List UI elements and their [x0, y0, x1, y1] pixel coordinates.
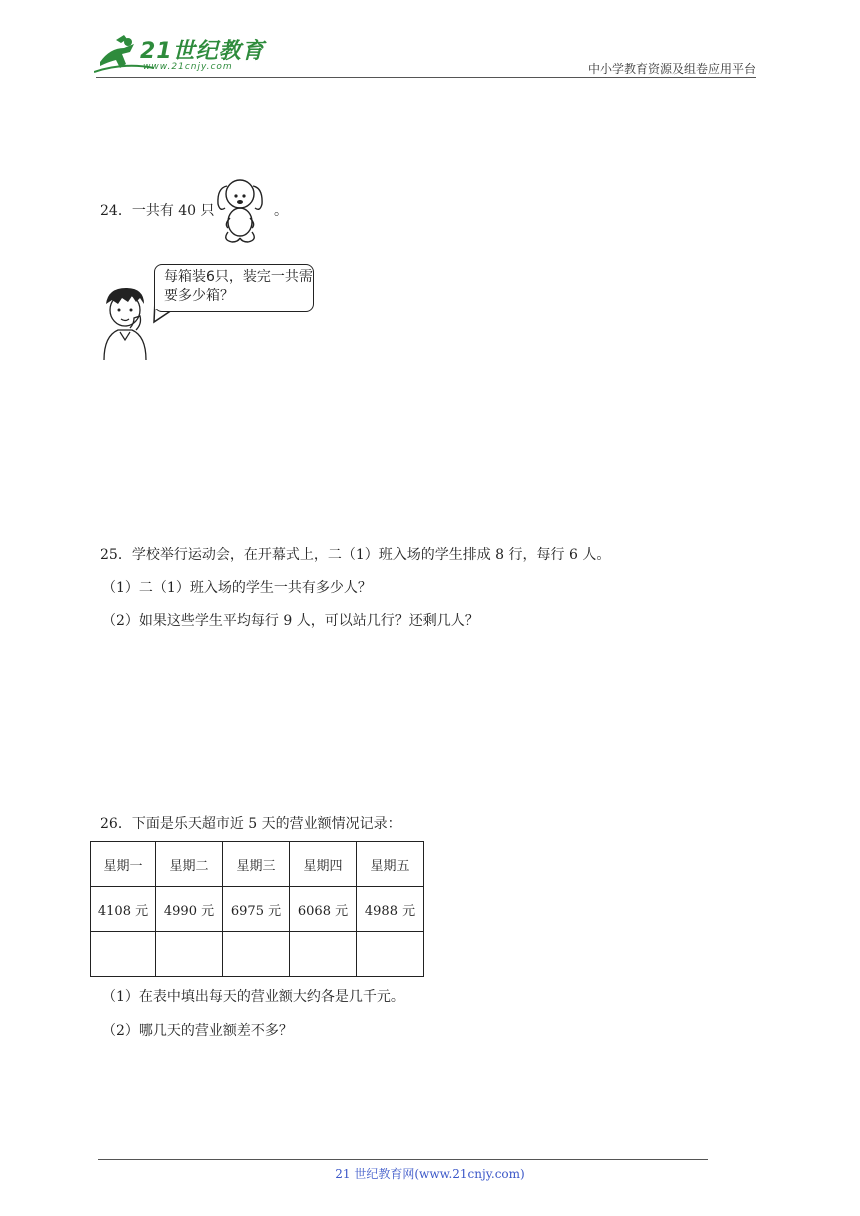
q25-part2: （2）如果这些学生平均每行 9 人，可以站几行？还剩几人？: [102, 613, 479, 629]
q24-suffix: 。: [274, 203, 288, 219]
q25-stem: 25．学校举行运动会，在开幕式上，二（1）班入场的学生排成 8 行，每行 6 人。: [100, 547, 611, 563]
speech-text: 每箱装6只，装完一共需要多少箱？: [164, 269, 313, 304]
day-cell: 星期四: [290, 842, 357, 887]
answer-cell[interactable]: [357, 932, 424, 977]
footer-divider: [98, 1159, 708, 1160]
boy-thinking-icon: [96, 284, 158, 362]
table-row-days: [91, 842, 424, 887]
q24-prefix: 24．一共有 40 只: [100, 203, 215, 219]
day-cell: 星期三: [223, 842, 290, 887]
amount-cell: 4988 元: [357, 887, 424, 932]
header-divider: [96, 77, 756, 78]
day-cell: 星期五: [357, 842, 424, 887]
day-cell: 星期二: [156, 842, 223, 887]
q25-part1: （1）二（1）班入场的学生一共有多少人？: [102, 580, 372, 596]
amount-cell: 6068 元: [290, 887, 357, 932]
q26-part2: （2）哪几天的营业额差不多？: [102, 1023, 293, 1039]
header-site-name: 中小学教育资源及组卷应用平台: [587, 62, 756, 76]
footer-link[interactable]: 21 世纪教育网(www.21cnjy.com): [335, 1167, 525, 1181]
logo-text: 21世纪教育: [140, 39, 265, 64]
answer-cell[interactable]: [223, 932, 290, 977]
answer-cell[interactable]: [290, 932, 357, 977]
amount-cell: 4990 元: [156, 887, 223, 932]
q26-stem: 26．下面是乐天超市近 5 天的营业额情况记录：: [100, 816, 402, 832]
day-cell: 星期一: [91, 842, 156, 887]
dog-toy-icon: [212, 174, 268, 246]
answer-cell[interactable]: [91, 932, 156, 977]
q26-part1: （1）在表中填出每天的营业额大约各是几千元。: [102, 989, 405, 1005]
table-row-amounts: [91, 887, 424, 932]
sales-table: [90, 841, 424, 977]
amount-cell: 6975 元: [223, 887, 290, 932]
answer-cell[interactable]: [156, 932, 223, 977]
logo-url: www.21cnjy.com: [143, 62, 233, 72]
amount-cell: 4108 元: [91, 887, 156, 932]
table-row-answers: [91, 932, 424, 977]
